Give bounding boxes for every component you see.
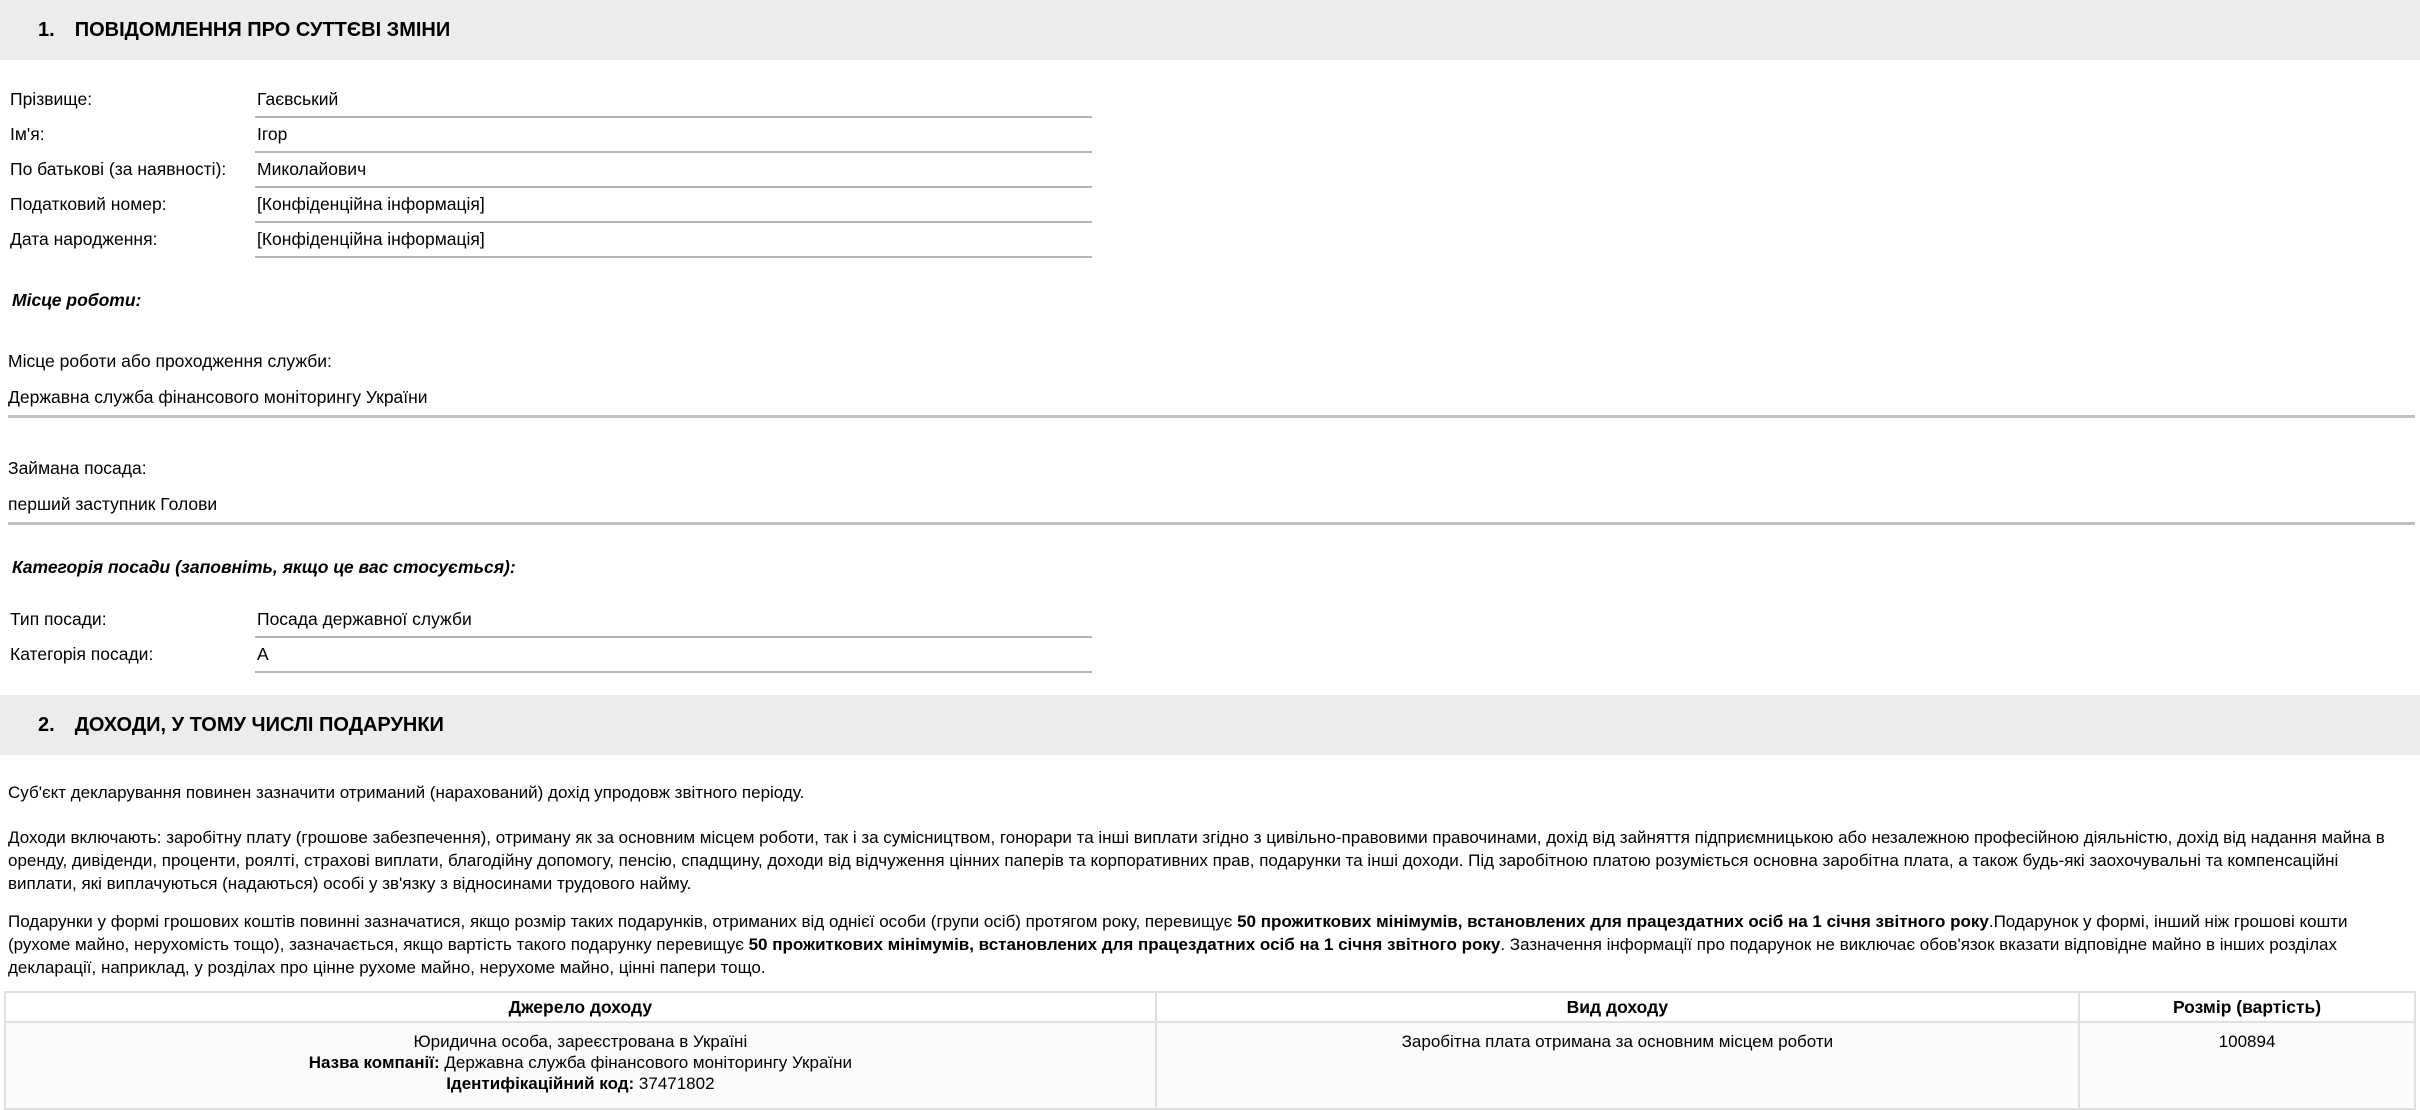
tax-number-value: [Конфіденційна інформація]	[255, 191, 1092, 223]
surname-value: Гаєвський	[255, 86, 1092, 118]
firstname-label: Ім'я:	[10, 124, 45, 144]
patronymic-label: По батькові (за наявності):	[10, 159, 227, 179]
position-label: Займана посада:	[8, 458, 147, 478]
income-source-header: Джерело доходу	[5, 992, 1156, 1022]
section-1-header	[0, 0, 2420, 60]
income-paragraph-3: Подарунки у формі грошових коштів повинні зазначатися, якщо розмір таких подарунків, отриманих від однієї особи (групи осіб) протягом року, перевищує 50 прожиткових мінімумів, встановлених для працездатних осіб на 1 січня звітного року.Подарунок у формі, інший ніж грошові кошти (рухоме майно, нерухомість тощо), зазначається, якщо вартість такого подарунку перевищує 50 прожиткових мінімумів, встановлених для працездатних осіб на 1 січня звітного року. Зазначення інформації про подарунок не виключає обов'язок вказати відповідне майно в інших розділах декларації, наприклад, у розділах про цінне рухоме майно, нерухоме майно, цінні папери тощо.	[8, 912, 2348, 977]
section-2-title: ДОХОДИ, У ТОМУ ЧИСЛІ ПОДАРУНКИ	[74, 713, 444, 736]
section-2-number: 2.	[38, 713, 55, 736]
birthdate-value: [Конфіденційна інформація]	[255, 226, 1092, 258]
personal-info-fields	[10, 86, 2420, 258]
workplace-value: Державна служба фінансового моніторингу України	[8, 387, 2415, 418]
section-1-number: 1.	[38, 18, 55, 41]
section-2-header	[0, 695, 2420, 755]
position-category-fields	[10, 606, 2420, 673]
surname-label: Прізвище:	[10, 89, 93, 109]
field-row-patronymic	[10, 156, 2420, 188]
section-1-title: ПОВІДОМЛЕННЯ ПРО СУТТЄВІ ЗМІНИ	[74, 18, 451, 41]
position-value: перший заступник Голови	[8, 494, 2415, 525]
firstname-value: Ігор	[255, 121, 1092, 153]
income-amount-cell: 100894	[2079, 1022, 2415, 1109]
field-row-position-type	[10, 606, 2420, 638]
field-row-surname	[10, 86, 2420, 118]
income-type-header: Вид доходу	[1156, 992, 2079, 1022]
position-type-label: Тип посади:	[10, 609, 107, 629]
position-category-label: Категорія посади:	[10, 644, 154, 664]
income-table-header-row	[5, 992, 2415, 1022]
field-row-position-category	[10, 641, 2420, 673]
patronymic-value: Миколайович	[255, 156, 1092, 188]
income-amount-header: Розмір (вартість)	[2079, 992, 2415, 1022]
field-row-birthdate	[10, 226, 2420, 258]
income-source-cell: Юридична особа, зареєстрована в Україні Назва компанії: Державна служба фінансового моніторингу України Ідентифікаційний код: 37471802	[5, 1022, 1156, 1109]
field-row-tax-number	[10, 191, 2420, 223]
income-paragraph-1: Суб'єкт декларування повинен зазначити отриманий (нарахований) дохід упродовж звітного періоду.	[8, 783, 805, 802]
field-row-firstname	[10, 121, 2420, 153]
workplace-heading: Місце роботи:	[12, 290, 142, 310]
income-type-cell: Заробітна плата отримана за основним місцем роботи	[1156, 1022, 2079, 1109]
income-paragraph-2: Доходи включають: заробітну плату (грошове забезпечення), отриману як за основним місцем роботи, так і за сумісництвом, гонорари та інші виплати згідно з цивільно-правовими правочинами, дохід від зайняття підприємницькою або незалежною професійною діяльністю, дохід від надання майна в оренду, дивіденди, проценти, роялті, страхові виплати, благодійну допомогу, пенсію, спадщину, доходи від відчуження цінних паперів та корпоративних прав, подарунки та інші доходи. Під заробітною платою розуміється основна заробітна плата, а також будь-які заохочувальні та компенсаційні виплати, які виплачуються (надаються) особі у зв'язку з відносинами трудового найму.	[8, 828, 2385, 893]
workplace-label: Місце роботи або проходження служби:	[8, 351, 332, 371]
birthdate-label: Дата народження:	[10, 229, 158, 249]
income-table	[4, 991, 2416, 1110]
income-table-row	[5, 1022, 2415, 1109]
tax-number-label: Податковий номер:	[10, 194, 167, 214]
position-category-value: А	[255, 641, 1092, 673]
position-category-heading: Категорія посади (заповніть, якщо це вас стосується):	[12, 557, 516, 577]
position-type-value: Посада державної служби	[255, 606, 1092, 638]
